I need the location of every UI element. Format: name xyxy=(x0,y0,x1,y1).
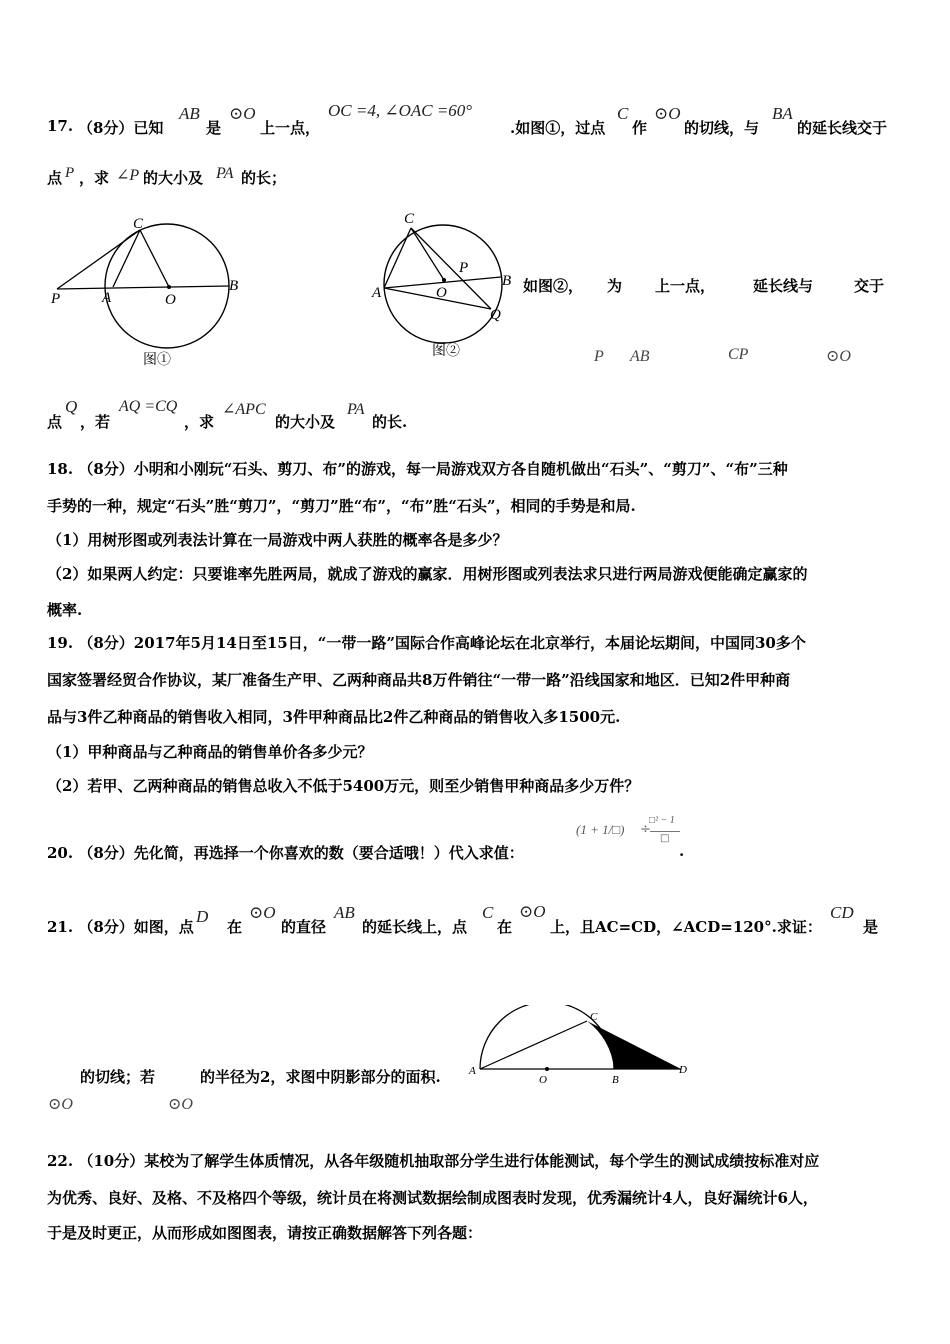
q21-text: 的直径 xyxy=(281,918,327,936)
q21-text: 的半径为2，求图中阴影部分的面积. xyxy=(200,1068,441,1086)
q18-line: 18. （8分）小明和小刚玩“石头、剪刀、布”的游戏，每一局游戏双方各自随机做出“石头”、“剪刀”、“布”三种 xyxy=(47,460,788,478)
q21-text: 在 xyxy=(497,918,513,936)
q17-ab: AB xyxy=(179,104,200,123)
q17-text: 的切线，与 xyxy=(684,119,760,137)
q17-float-cp: CP xyxy=(728,346,749,363)
fig2-caption: 图② xyxy=(432,344,460,359)
q17-text: 的大小及 xyxy=(143,169,204,187)
q17-pa: PA xyxy=(216,165,234,182)
q17-text: 的长； xyxy=(241,169,287,187)
q18-line: （2）如果两人约定：只要谁率先胜两局，就成了游戏的赢家．用树形图或列表法求只进行两局游戏便能确定赢家的 xyxy=(47,565,808,583)
q21-figure xyxy=(466,1005,696,1085)
q17-part2-text: 如图②， xyxy=(523,277,584,295)
fig2-label-c: C xyxy=(404,211,415,227)
q17-number: 17. xyxy=(47,117,74,135)
fig1-caption: 图① xyxy=(143,353,171,368)
q21-fig-label-d: D xyxy=(679,1064,687,1076)
q19-line: 国家签署经贸合作协议，某厂准备生产甲、乙两种商品共8万件销往“一带一路”沿线国家和地区．已知2件甲种商 xyxy=(47,671,791,689)
q20-formula-numerator: □² − 1 xyxy=(649,815,675,826)
q17-text: .如图①，过点 xyxy=(510,119,606,137)
q17-float-o: ⊙O xyxy=(826,348,851,365)
q17-text: 上一点， xyxy=(260,119,321,137)
q18-line: 手势的一种，规定“石头”胜“剪刀”，“剪刀”胜“布”，“布”胜“石头”，相同的手势是和局. xyxy=(47,497,636,515)
q19-line: （1）甲种商品与乙种商品的销售单价各多少元？ xyxy=(47,743,373,761)
q21-fig-label-o: O xyxy=(539,1074,547,1085)
q17-circle-o: ⊙O xyxy=(654,104,681,123)
q17-text: ，求 xyxy=(184,413,215,431)
q18-line: 概率. xyxy=(47,601,83,619)
fig1-label-o: O xyxy=(165,292,176,308)
q20-formula-div: ÷ xyxy=(640,822,651,837)
q19-line: 品与3件乙种商品的销售收入相同，3件甲种商品比2件乙种商品的销售收入多1500元. xyxy=(47,708,621,726)
q20-end: . xyxy=(679,842,685,860)
fig1-label-c: C xyxy=(133,216,144,232)
q17-part2-text: 为 xyxy=(607,277,623,295)
q21-cd: CD xyxy=(830,903,854,922)
q21-fig-label-a: A xyxy=(469,1065,476,1077)
fig1-label-p: P xyxy=(51,291,61,307)
q17-text: 作 xyxy=(632,119,648,137)
q20-formula-denominator: □ xyxy=(660,833,670,844)
fig2-label-p: P xyxy=(459,260,469,276)
q21-point-c: C xyxy=(482,903,494,922)
q21-fig-label-c: C xyxy=(590,1011,598,1023)
q17-text: 的延长线交于 xyxy=(797,119,888,137)
q17-point-c: C xyxy=(617,104,629,123)
q17-text: 的大小及 xyxy=(275,413,336,431)
fig2-label-a: A xyxy=(372,285,382,301)
q21-text: 上，且AC=CD，∠ACD=120°.求证： xyxy=(550,918,822,936)
fig2-label-o: O xyxy=(436,285,447,301)
q17-part2-text: 延长线与 xyxy=(753,277,814,295)
q17-angle-p: ∠P xyxy=(116,167,140,184)
q17-given: OC =4, ∠OAC =60° xyxy=(328,101,473,120)
q21-circle-o: ⊙O xyxy=(249,903,276,922)
q21-text: 是 xyxy=(863,918,879,936)
q17-aq-cq: AQ =CQ xyxy=(119,398,178,415)
q17-float-p: P xyxy=(594,348,604,365)
q21-float-o: ⊙O xyxy=(48,1096,73,1113)
q22-line: 22. （10分）某校为了解学生体质情况，从各年级随机抽取部分学生进行体能测试，每个学生的测试成绩按标准对应 xyxy=(47,1152,820,1170)
q18-line: （1）用树形图或列表法计算在一局游戏中两人获胜的概率各是多少？ xyxy=(47,531,508,549)
q17-part2-text: 上一点， xyxy=(655,277,716,295)
q17-text: ，求 xyxy=(79,169,110,187)
q22-line: 于是及时更正，从而形成如图图表，请按正确数据解答下列各题： xyxy=(47,1224,483,1242)
q21-fig-label-b: B xyxy=(612,1074,619,1085)
q17-figure-2 xyxy=(370,205,520,365)
q17-text: 的长. xyxy=(372,413,408,431)
q21-circle-o: ⊙O xyxy=(519,902,546,921)
q21-text: 的延长线上，点 xyxy=(362,918,468,936)
q21-text: 21. （8分）如图，点 xyxy=(47,918,194,936)
q21-point-d: D xyxy=(196,907,209,926)
q19-line: 19. （8分）2017年5月14日至15日，“一带一路”国际合作高峰论坛在北京举行，本届论坛期间，中国同30多个 xyxy=(47,634,806,652)
q17-circle-o: ⊙O xyxy=(229,104,256,123)
q17-ba: BA xyxy=(772,104,793,123)
q17-point-p: P xyxy=(65,165,75,181)
q20-formula-left: (1 + 1/□) xyxy=(576,822,625,837)
fig1-label-a: A xyxy=(102,290,112,306)
q17-part2-text: 交于 xyxy=(854,277,885,295)
q17-figure-1 xyxy=(45,210,255,370)
q17-point-q: Q xyxy=(65,397,78,416)
q17-angle-apc: ∠APC xyxy=(222,401,266,418)
q17-text: 点 xyxy=(47,169,63,187)
q17-intro: （8分）已知 xyxy=(78,119,164,137)
q17-float-ab: AB xyxy=(630,348,650,365)
q20-text: 20. （8分）先化简，再选择一个你喜欢的数（要合适哦！）代入求值： xyxy=(47,844,524,862)
q22-line: 为优秀、良好、及格、不及格四个等级，统计员在将测试数据绘制成图表时发现，优秀漏统计4人，良好漏统计6人， xyxy=(47,1189,818,1207)
fig2-label-b: B xyxy=(502,273,512,289)
q17-text: 点 xyxy=(47,413,63,431)
q17-text: ，若 xyxy=(80,413,111,431)
q21-text: 的切线；若 xyxy=(80,1068,156,1086)
fig2-label-q: Q xyxy=(490,307,501,323)
q17-pa: PA xyxy=(347,401,365,418)
q21-float-o: ⊙O xyxy=(168,1096,193,1113)
q21-text: 在 xyxy=(227,918,243,936)
q20-fraction-bar xyxy=(650,831,680,832)
q19-line: （2）若甲、乙两种商品的销售总收入不低于5400万元，则至少销售甲种商品多少万件？ xyxy=(47,777,640,795)
q21-ab: AB xyxy=(334,903,355,922)
fig1-label-b: B xyxy=(229,278,239,294)
q17-text: 是 xyxy=(206,119,222,137)
